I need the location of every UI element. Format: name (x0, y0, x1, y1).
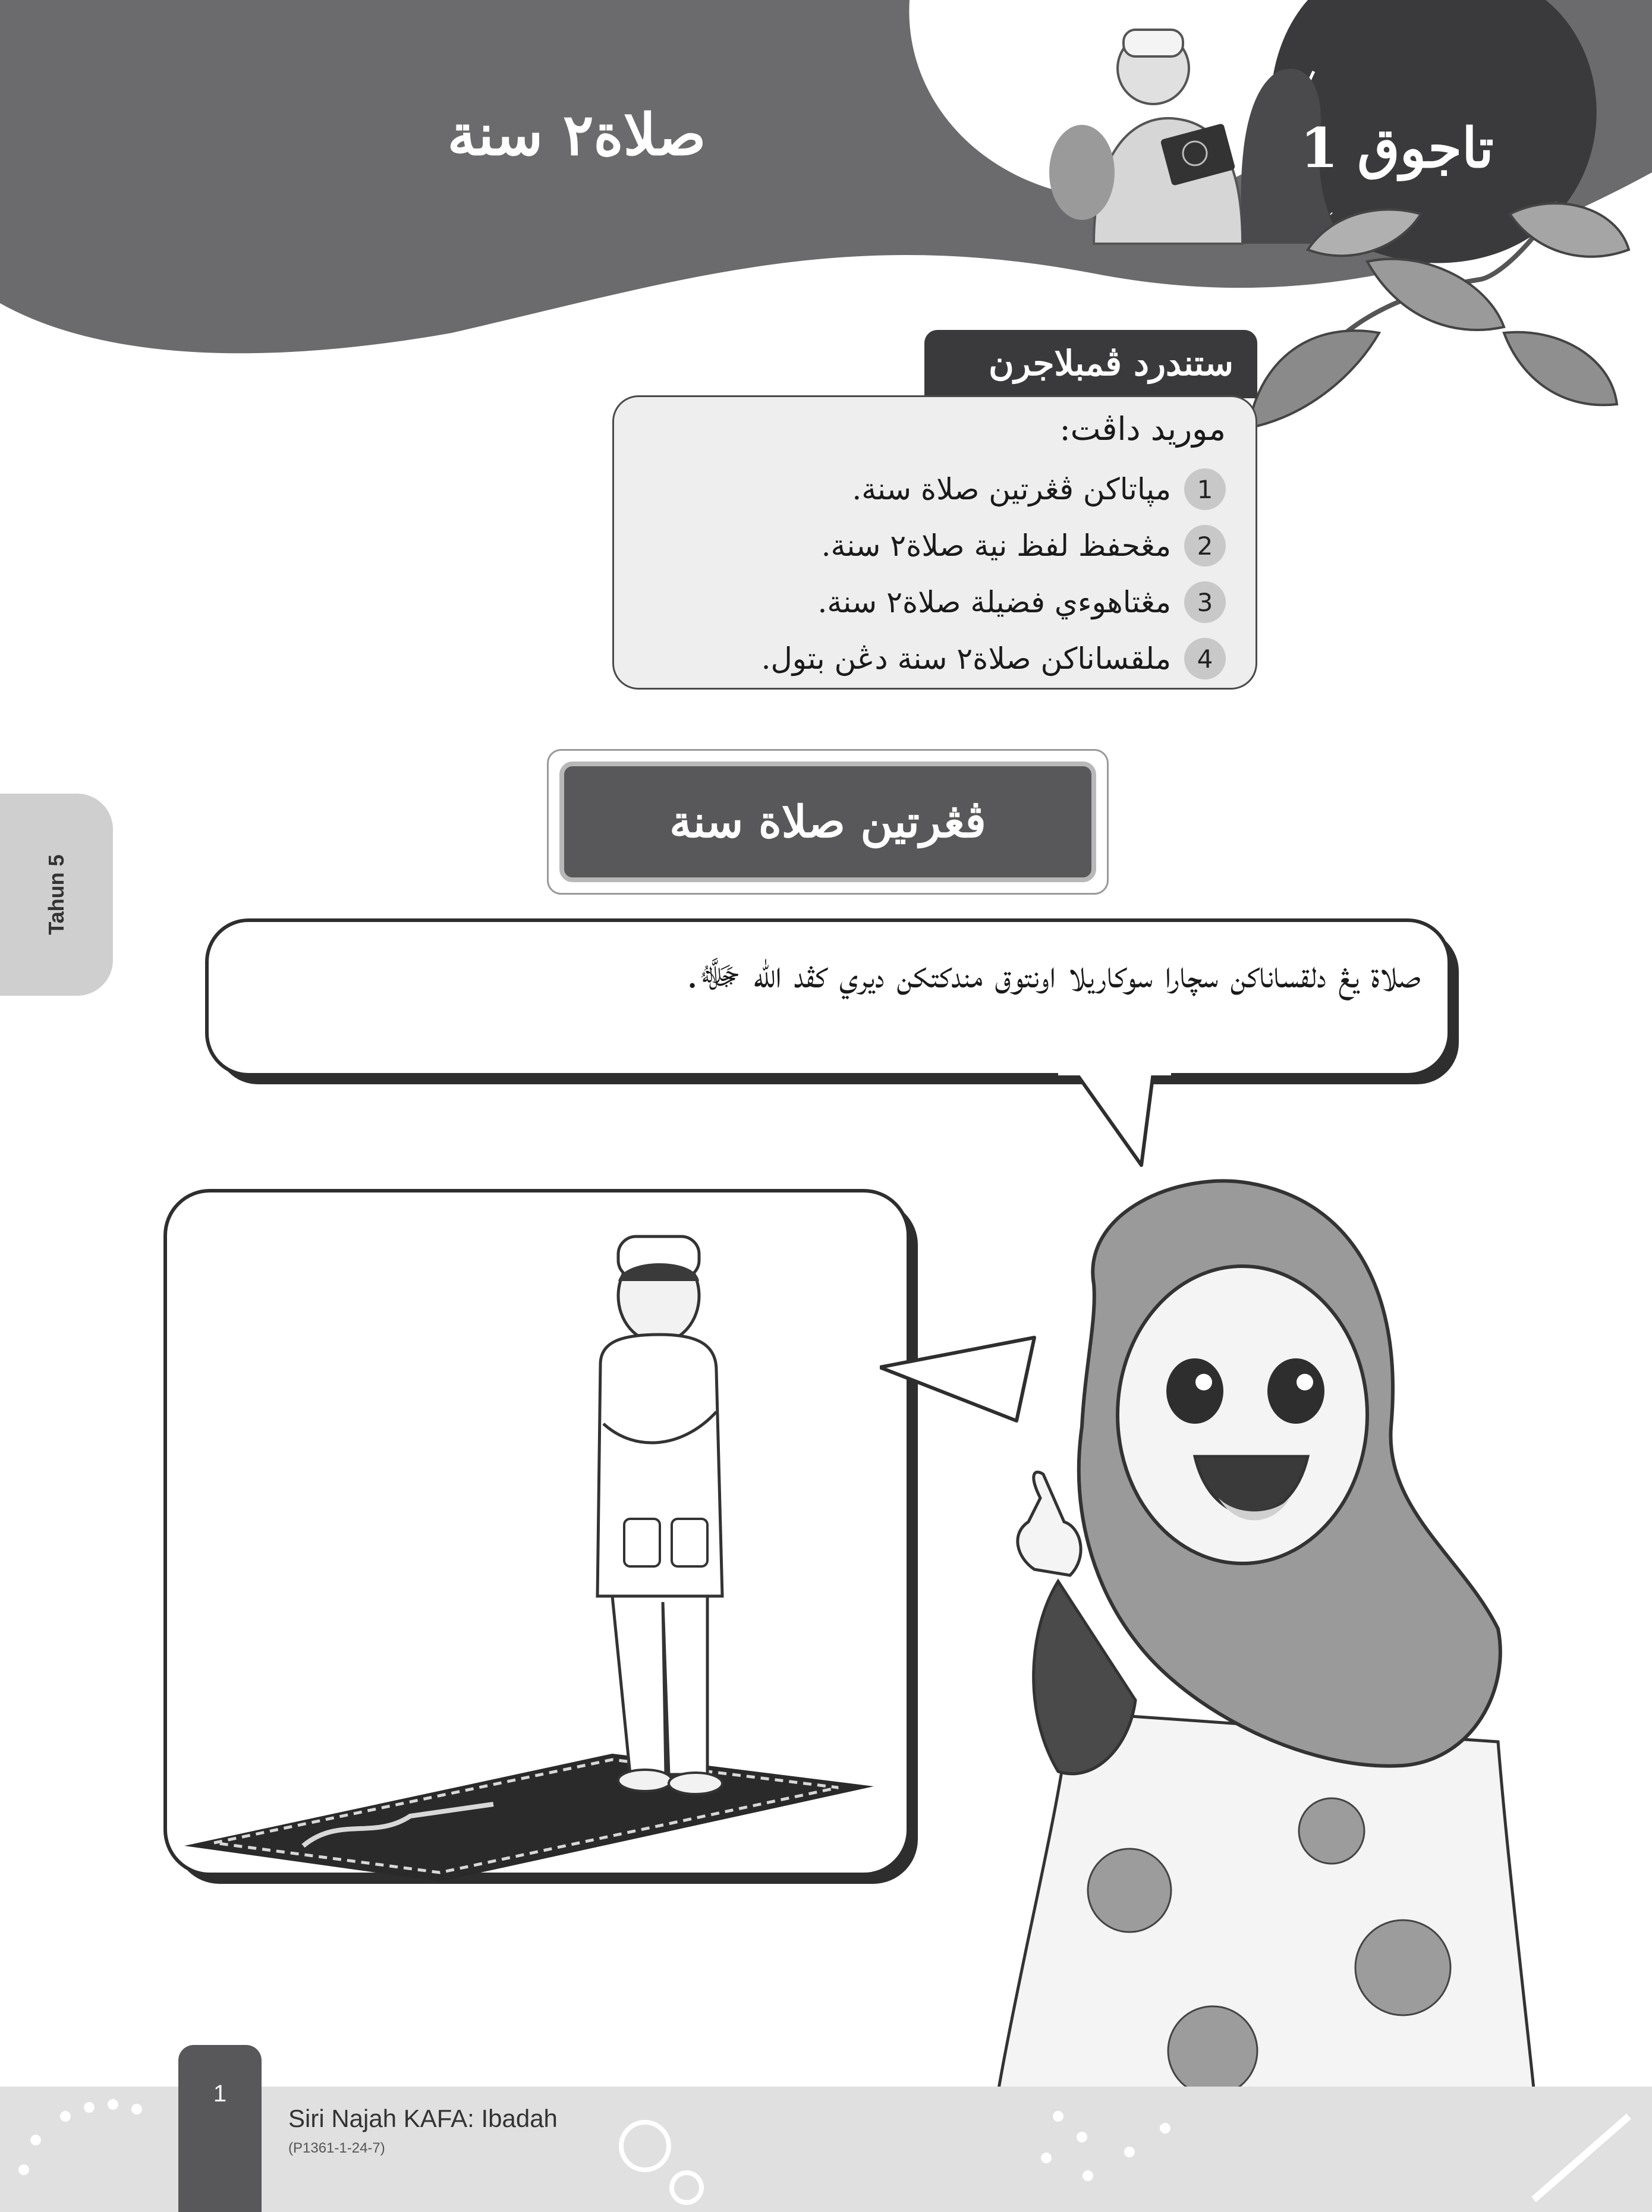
series-title: Siri Najah KAFA: Ibadah (288, 2104, 558, 2132)
year-side-tab-label: Tahun 5 (44, 854, 68, 935)
objective-text: مڠحفظ لفظ نية صلاة٢ سنة. (821, 528, 1171, 563)
teacher-girl-illustration (880, 1177, 1563, 2212)
chapter-title: صلاة٢ سنة (447, 101, 706, 168)
standards-box (612, 395, 1257, 690)
section-heading-inner (559, 762, 1096, 882)
standards-tab (924, 330, 1257, 398)
year-side-tab (0, 794, 113, 996)
standards-tab-label: ستندرد ڤمبلاجرن (989, 343, 1234, 383)
section-title: ڤڠرتين صلاة سنة (669, 796, 986, 848)
objective-item (852, 465, 1226, 513)
objective-number: 3 (1184, 581, 1226, 623)
objective-text: ملقساناكن صلاة٢ سنة دڠن بتول. (761, 641, 1171, 676)
objective-text: مپاتاكن ڤڠرتين صلاة سنة. (852, 472, 1171, 506)
series-code: (P1361-1-24-7) (288, 2140, 385, 2156)
objective-number: 4 (1184, 638, 1226, 679)
objective-item (762, 635, 1226, 682)
page-number-tab (178, 2045, 262, 2212)
page-number: 1 (213, 2081, 227, 2107)
objective-number: 2 (1184, 525, 1226, 567)
objective-item (818, 578, 1226, 626)
unit-label: تاجوق 1 (1300, 116, 1494, 180)
standards-intro: موريد داڤت: (1059, 410, 1226, 448)
objective-text: مڠتاهوءي فضيلة صلاة٢ سنة. (817, 585, 1171, 619)
leaves-decoration (1225, 178, 1641, 440)
objective-item (822, 522, 1226, 569)
speech-text: صلاة يڠ دلقساناكن سچارا سوكاريلا اونتوق مندكتكن ديري كڤد الله ﷻ. (686, 953, 1421, 997)
section-heading (547, 749, 1109, 895)
objective-number: 1 (1184, 468, 1226, 510)
